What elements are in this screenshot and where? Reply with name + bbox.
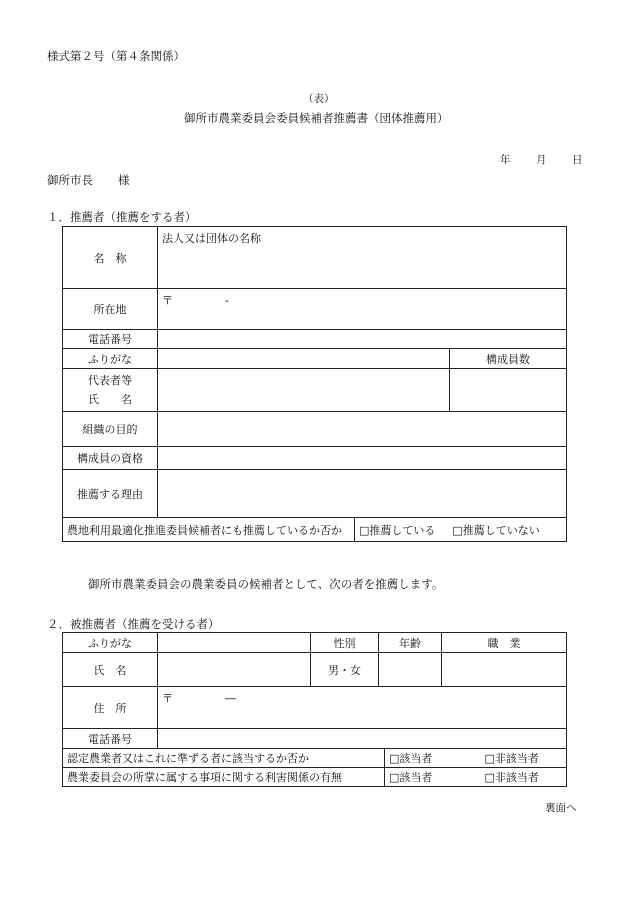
side-label: （表） [303, 93, 335, 105]
dual-question: 農地利用最適化推進委員候補者にも推薦しているか否か [67, 523, 342, 537]
section1-heading: １．推薦者（推薦をする者） [47, 210, 197, 224]
dual-no-checkbox[interactable]: □推薦していない [452, 523, 540, 537]
nominee-phone-field[interactable] [158, 729, 567, 749]
age-field[interactable] [379, 653, 442, 687]
phone-label: 電話番号 [88, 333, 132, 346]
occupation-label: 職 業 [487, 636, 521, 650]
qualification-field[interactable] [158, 447, 567, 470]
nominee-name-field[interactable] [158, 653, 311, 687]
interest-question: 農業委員会の所掌に属する事項に関する利害関係の有無 [67, 771, 342, 784]
purpose-field[interactable] [158, 412, 567, 447]
address-label: 所在地 [93, 303, 127, 316]
page-title: 御所市農業委員会委員候補者推薦書（団体推薦用） [184, 111, 449, 125]
recommendation-statement: 御所市農業委員会の農業委員の候補者として、次の者を推薦します。 [88, 577, 444, 591]
phone-field[interactable] [158, 330, 567, 349]
date-day: 日 [572, 154, 583, 166]
address-field[interactable] [158, 289, 567, 330]
nominee-name-label-cell [63, 653, 158, 687]
certified-not-applicable-checkbox[interactable]: □非該当者 [484, 752, 539, 765]
reason-label: 推薦する理由 [77, 487, 143, 501]
reason-label-cell [63, 470, 158, 518]
nominee-zip-dash: ― [225, 692, 236, 705]
gender-label-cell [311, 633, 379, 653]
continue-to-back: 裏面へ [545, 802, 577, 814]
name-hint: 法人又は団体の名称 [162, 232, 261, 245]
dual-question-cell [63, 518, 355, 542]
qualification-label: 構成員の資格 [77, 452, 143, 465]
interest-no-cell[interactable] [477, 768, 567, 787]
nominee-furigana-label-cell [63, 633, 158, 653]
section2-heading: ２．被推薦者（推薦を受ける者） [47, 617, 220, 631]
addressee: 御所市長 [47, 173, 93, 187]
zip-mark: 〒 [162, 294, 173, 307]
nominee-name-label: 氏 名 [93, 663, 127, 677]
occupation-label-cell [442, 633, 567, 653]
nominee-zip-mark: 〒 [162, 692, 173, 705]
zip-dash: - [225, 294, 229, 307]
date-month: 月 [536, 154, 547, 166]
nominee-phone-label: 電話番号 [88, 732, 132, 746]
form-number: 様式第２号（第４条関係） [47, 49, 185, 63]
age-label-cell [379, 633, 442, 653]
nominee-address-label-cell [63, 687, 158, 729]
rep-name-field[interactable] [158, 369, 450, 412]
nominee-furigana-label: ふりがな [88, 636, 132, 650]
certified-yes-cell[interactable] [385, 749, 477, 768]
honorific: 様 [118, 173, 130, 187]
furigana-label: ふりがな [88, 352, 132, 366]
reason-field[interactable] [158, 470, 567, 518]
interest-question-cell [63, 768, 385, 787]
address-label-cell [63, 289, 158, 330]
dual-options-cell [355, 518, 567, 542]
age-label: 年齢 [399, 636, 421, 650]
member-count-label-cell [450, 349, 567, 369]
furigana-label-cell [63, 349, 158, 369]
nominee-phone-label-cell [63, 729, 158, 749]
recommender-table [62, 226, 567, 542]
date-year: 年 [500, 154, 511, 166]
member-count-label: 構成員数 [486, 352, 530, 366]
gender-label: 性別 [333, 636, 356, 650]
certified-no-cell[interactable] [477, 749, 567, 768]
name-field[interactable] [158, 227, 567, 289]
phone-label-cell [63, 330, 158, 349]
nominee-address-label: 住 所 [93, 701, 127, 715]
occupation-field[interactable] [442, 653, 567, 687]
purpose-label-cell [63, 412, 158, 447]
rep-label-line2: 氏 名 [88, 393, 132, 406]
rep-label-cell [63, 369, 158, 412]
nominee-table [62, 632, 567, 787]
gender-options-cell[interactable] [311, 653, 379, 687]
nominee-address-field[interactable] [158, 687, 567, 729]
interest-yes-cell[interactable] [385, 768, 477, 787]
purpose-label: 組織の目的 [82, 423, 138, 436]
interest-applicable-checkbox[interactable]: □該当者 [389, 771, 433, 784]
certified-question-cell [63, 749, 385, 768]
rep-label-line1: 代表者等 [88, 374, 132, 387]
certified-applicable-checkbox[interactable]: □該当者 [389, 752, 433, 765]
interest-not-applicable-checkbox[interactable]: □非該当者 [484, 771, 539, 784]
gender-options: 男・女 [328, 663, 361, 677]
qualification-label-cell [63, 447, 158, 470]
member-count-field[interactable] [450, 369, 567, 412]
certified-question: 認定農業者又はこれに準ずる者に該当するか否か [67, 752, 309, 765]
rep-furigana-field[interactable] [158, 349, 450, 369]
nominee-furigana-field[interactable] [158, 633, 311, 653]
name-label: 名 称 [93, 251, 127, 265]
dual-yes-checkbox[interactable]: □推薦している [359, 523, 436, 537]
name-label-cell [63, 227, 158, 289]
